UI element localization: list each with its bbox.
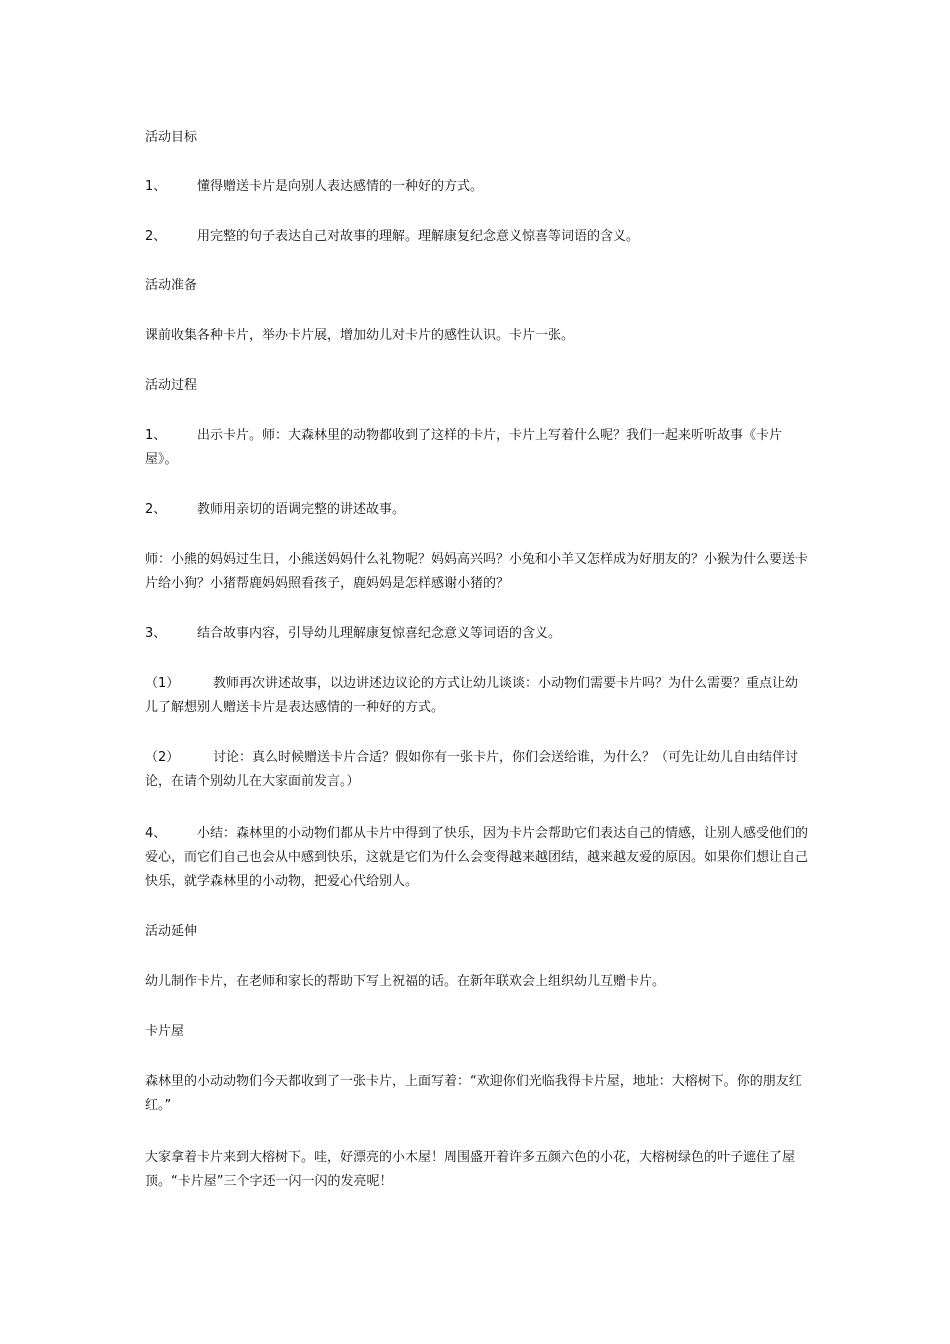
goal-item-2 <box>145 225 810 249</box>
goal-item-1 <box>145 175 810 199</box>
process-step-1 <box>145 424 810 472</box>
sub-step-1 <box>145 672 810 720</box>
story-paragraph-2: 大家拿着卡片来到大榕树下。哇，好漂亮的小木屋！周围盛开着许多五颜六色的小花，大榕树绿色的叶子遮住了屋顶。“卡片屋”三个字还一闪一闪的发亮呢！ <box>145 1150 796 1189</box>
sub-step-2 <box>145 746 810 794</box>
sub-step-1-number: （1） <box>145 676 180 691</box>
process-step-2-text: 教师用亲切的语调完整的讲述故事。 <box>197 502 406 517</box>
process-step-2-number: 2、 <box>145 502 167 517</box>
process-step-4 <box>145 822 810 894</box>
goal-item-1-number: 1、 <box>145 179 167 194</box>
goal-item-1-text: 懂得赠送卡片是向别人表达感情的一种好的方式。 <box>197 179 484 194</box>
extension-text: 幼儿制作卡片，在老师和家长的帮助下写上祝福的话。在新年联欢会上组织幼儿互赠卡片。 <box>145 974 666 989</box>
process-step-3 <box>145 622 810 646</box>
goal-heading: 活动目标 <box>145 130 198 145</box>
process-step-2 <box>145 498 810 522</box>
teacher-questions: 师：小熊的妈妈过生日，小熊送妈妈什么礼物呢？妈妈高兴吗？小兔和小羊又怎样成为好朋友的？小猴为什么要送卡片给小狗？小猪帮鹿妈妈照看孩子，鹿妈妈是怎样感谢小猪的？ <box>145 552 809 591</box>
process-step-3-number: 3、 <box>145 626 167 641</box>
story-paragraph-1: 森林里的小动动物们今天都收到了一张卡片，上面写着：“欢迎你们光临我得卡片屋，地址：大榕树下。你的朋友红红。” <box>145 1074 802 1113</box>
process-step-4-number: 4、 <box>145 826 167 841</box>
goal-item-2-text: 用完整的句子表达自己对故事的理解。理解康复纪念意义惊喜等词语的含义。 <box>197 229 640 244</box>
prep-text: 课前收集各种卡片，举办卡片展，增加幼儿对卡片的感性认识。卡片一张。 <box>145 328 575 343</box>
goal-item-2-number: 2、 <box>145 229 167 244</box>
sub-step-1-text: 教师再次讲述故事，以边讲述边议论的方式让幼儿谈谈：小动物们需要卡片吗？为什么需要？重点让幼儿了解想别人赠送卡片是表达感情的一种好的方式。 <box>145 676 799 715</box>
process-step-1-text: 出示卡片。师：大森林里的动物都收到了这样的卡片，卡片上写着什么呢？我们一起来听听故事《卡片屋》。 <box>145 428 783 467</box>
process-step-1-number: 1、 <box>145 428 167 443</box>
process-step-3-text: 结合故事内容，引导幼儿理解康复惊喜纪念意义等词语的含义。 <box>197 626 562 641</box>
sub-step-2-number: （2） <box>145 750 180 765</box>
prep-heading: 活动准备 <box>145 278 198 293</box>
process-step-4-text: 小结：森林里的小动物们都从卡片中得到了快乐，因为卡片会帮助它们表达自己的情感，让别人感受他们的爱心，而它们自己也会从中感到快乐，这就是它们为什么会变得越来越团结，越来越友爱的原因。如果你们想让自己快乐，就学森林里的小动物，把爱心代给别人。 <box>145 826 809 889</box>
extension-heading: 活动延伸 <box>145 924 198 939</box>
sub-step-2-text: 讨论：真么时候赠送卡片合适？假如你有一张卡片，你们会送给谁，为什么？（可先让幼儿自由结伴讨论，在请个别幼儿在大家面前发言。） <box>145 750 799 789</box>
process-heading: 活动过程 <box>145 378 198 393</box>
story-heading: 卡片屋 <box>145 1024 185 1039</box>
